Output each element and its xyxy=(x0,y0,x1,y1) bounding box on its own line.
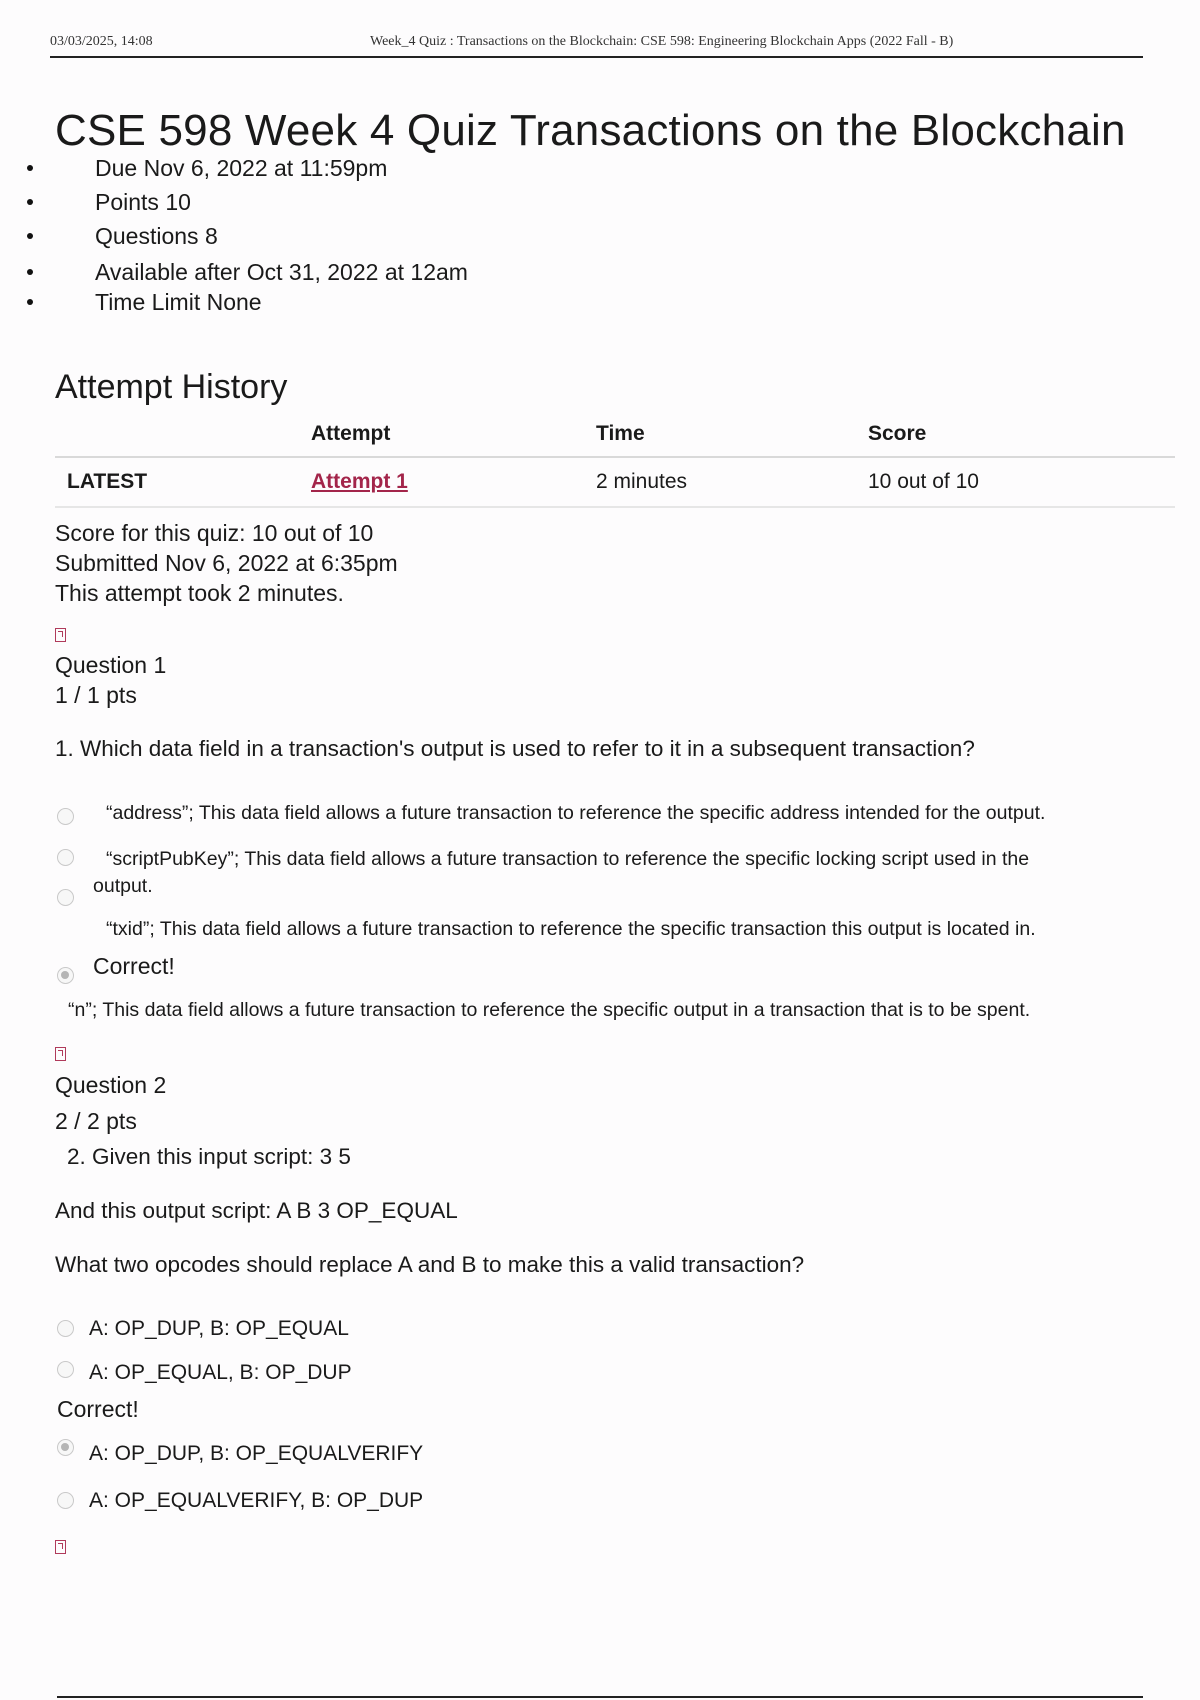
table-row xyxy=(55,457,1175,507)
quiz-score: Score for this quiz: 10 out of 10 xyxy=(55,520,374,546)
footer-divider xyxy=(57,1696,1143,1698)
attempt-history-table xyxy=(55,422,1175,508)
attempt-summary xyxy=(55,518,398,608)
page-title: CSE 598 Week 4 Quiz Transactions on the Blockchain xyxy=(55,106,1126,155)
answer-option: “address”; This data field allows a future transaction to reference the specific address intended for the output. xyxy=(106,802,1046,824)
detail-due: Due Nov 6, 2022 at 11:59pm xyxy=(55,155,387,182)
column-header xyxy=(55,422,311,457)
detail-time-limit: Time Limit None xyxy=(55,289,262,316)
answer-radio-selected[interactable] xyxy=(57,1439,74,1456)
detail-points: Points 10 xyxy=(55,189,191,216)
attempt-history-heading: Attempt History xyxy=(55,368,288,406)
attempt-link[interactable]: Attempt 1 xyxy=(311,470,408,493)
flag-icon[interactable] xyxy=(55,1540,66,1554)
question-text: What two opcodes should replace A and B to make this a valid transaction? xyxy=(55,1252,805,1277)
answer-radio[interactable] xyxy=(57,808,74,825)
question-text: 1. Which data field in a transaction's output is used to refer to it in a subsequent transaction? xyxy=(55,736,975,761)
answer-option: “scriptPubKey”; This data field allows a future transaction to reference the specific locking script used in the xyxy=(106,848,1030,870)
column-header: Time xyxy=(596,422,868,457)
column-header: Attempt xyxy=(311,422,596,457)
flag-icon[interactable] xyxy=(55,628,66,642)
answer-option: A: OP_EQUAL, B: OP_DUP xyxy=(89,1361,352,1384)
answer-option-continued: output. xyxy=(93,875,153,897)
question-text: 2. Given this input script: 3 5 xyxy=(67,1144,351,1169)
answer-option: A: OP_DUP, B: OP_EQUAL xyxy=(89,1317,349,1340)
attempt-time: 2 minutes xyxy=(596,457,868,507)
question-title: Question 2 xyxy=(55,1072,167,1098)
attempt-duration: This attempt took 2 minutes. xyxy=(55,580,344,606)
question-title: Question 1 xyxy=(55,652,167,678)
submitted-date: Submitted Nov 6, 2022 at 6:35pm xyxy=(55,550,398,576)
answer-radio-selected[interactable] xyxy=(57,967,74,984)
question-text: And this output script: A B 3 OP_EQUAL xyxy=(55,1198,458,1223)
answer-option: “n”; This data field allows a future transaction to reference the specific output in a transaction that is to be spent. xyxy=(68,999,1031,1021)
answer-radio[interactable] xyxy=(57,1361,74,1378)
column-header: Score xyxy=(868,422,1175,457)
detail-available: Available after Oct 31, 2022 at 12am xyxy=(55,259,468,286)
answer-option: “txid”; This data field allows a future transaction to reference the specific transaction this output is located in. xyxy=(106,918,1036,940)
header-divider xyxy=(50,56,1143,58)
attempt-score: 10 out of 10 xyxy=(868,457,1175,507)
flag-icon[interactable] xyxy=(55,1047,66,1061)
answer-radio[interactable] xyxy=(57,889,74,906)
answer-radio[interactable] xyxy=(57,849,74,866)
question-points: 2 / 2 pts xyxy=(55,1108,137,1134)
answer-radio[interactable] xyxy=(57,1492,74,1509)
correct-label: Correct! xyxy=(93,953,175,979)
correct-label: Correct! xyxy=(57,1396,139,1422)
answer-radio[interactable] xyxy=(57,1320,74,1337)
latest-tag: LATEST xyxy=(55,457,311,507)
print-title: Week_4 Quiz : Transactions on the Blockchain: CSE 598: Engineering Blockchain Apps (2022 Fall - B) xyxy=(370,34,954,49)
answer-option: A: OP_EQUALVERIFY, B: OP_DUP xyxy=(89,1489,424,1512)
question-points: 1 / 1 pts xyxy=(55,682,137,708)
answer-option: A: OP_DUP, B: OP_EQUALVERIFY xyxy=(89,1442,424,1465)
detail-questions: Questions 8 xyxy=(55,223,218,250)
table-header-row xyxy=(55,422,1175,457)
print-datetime: 03/03/2025, 14:08 xyxy=(50,34,153,49)
